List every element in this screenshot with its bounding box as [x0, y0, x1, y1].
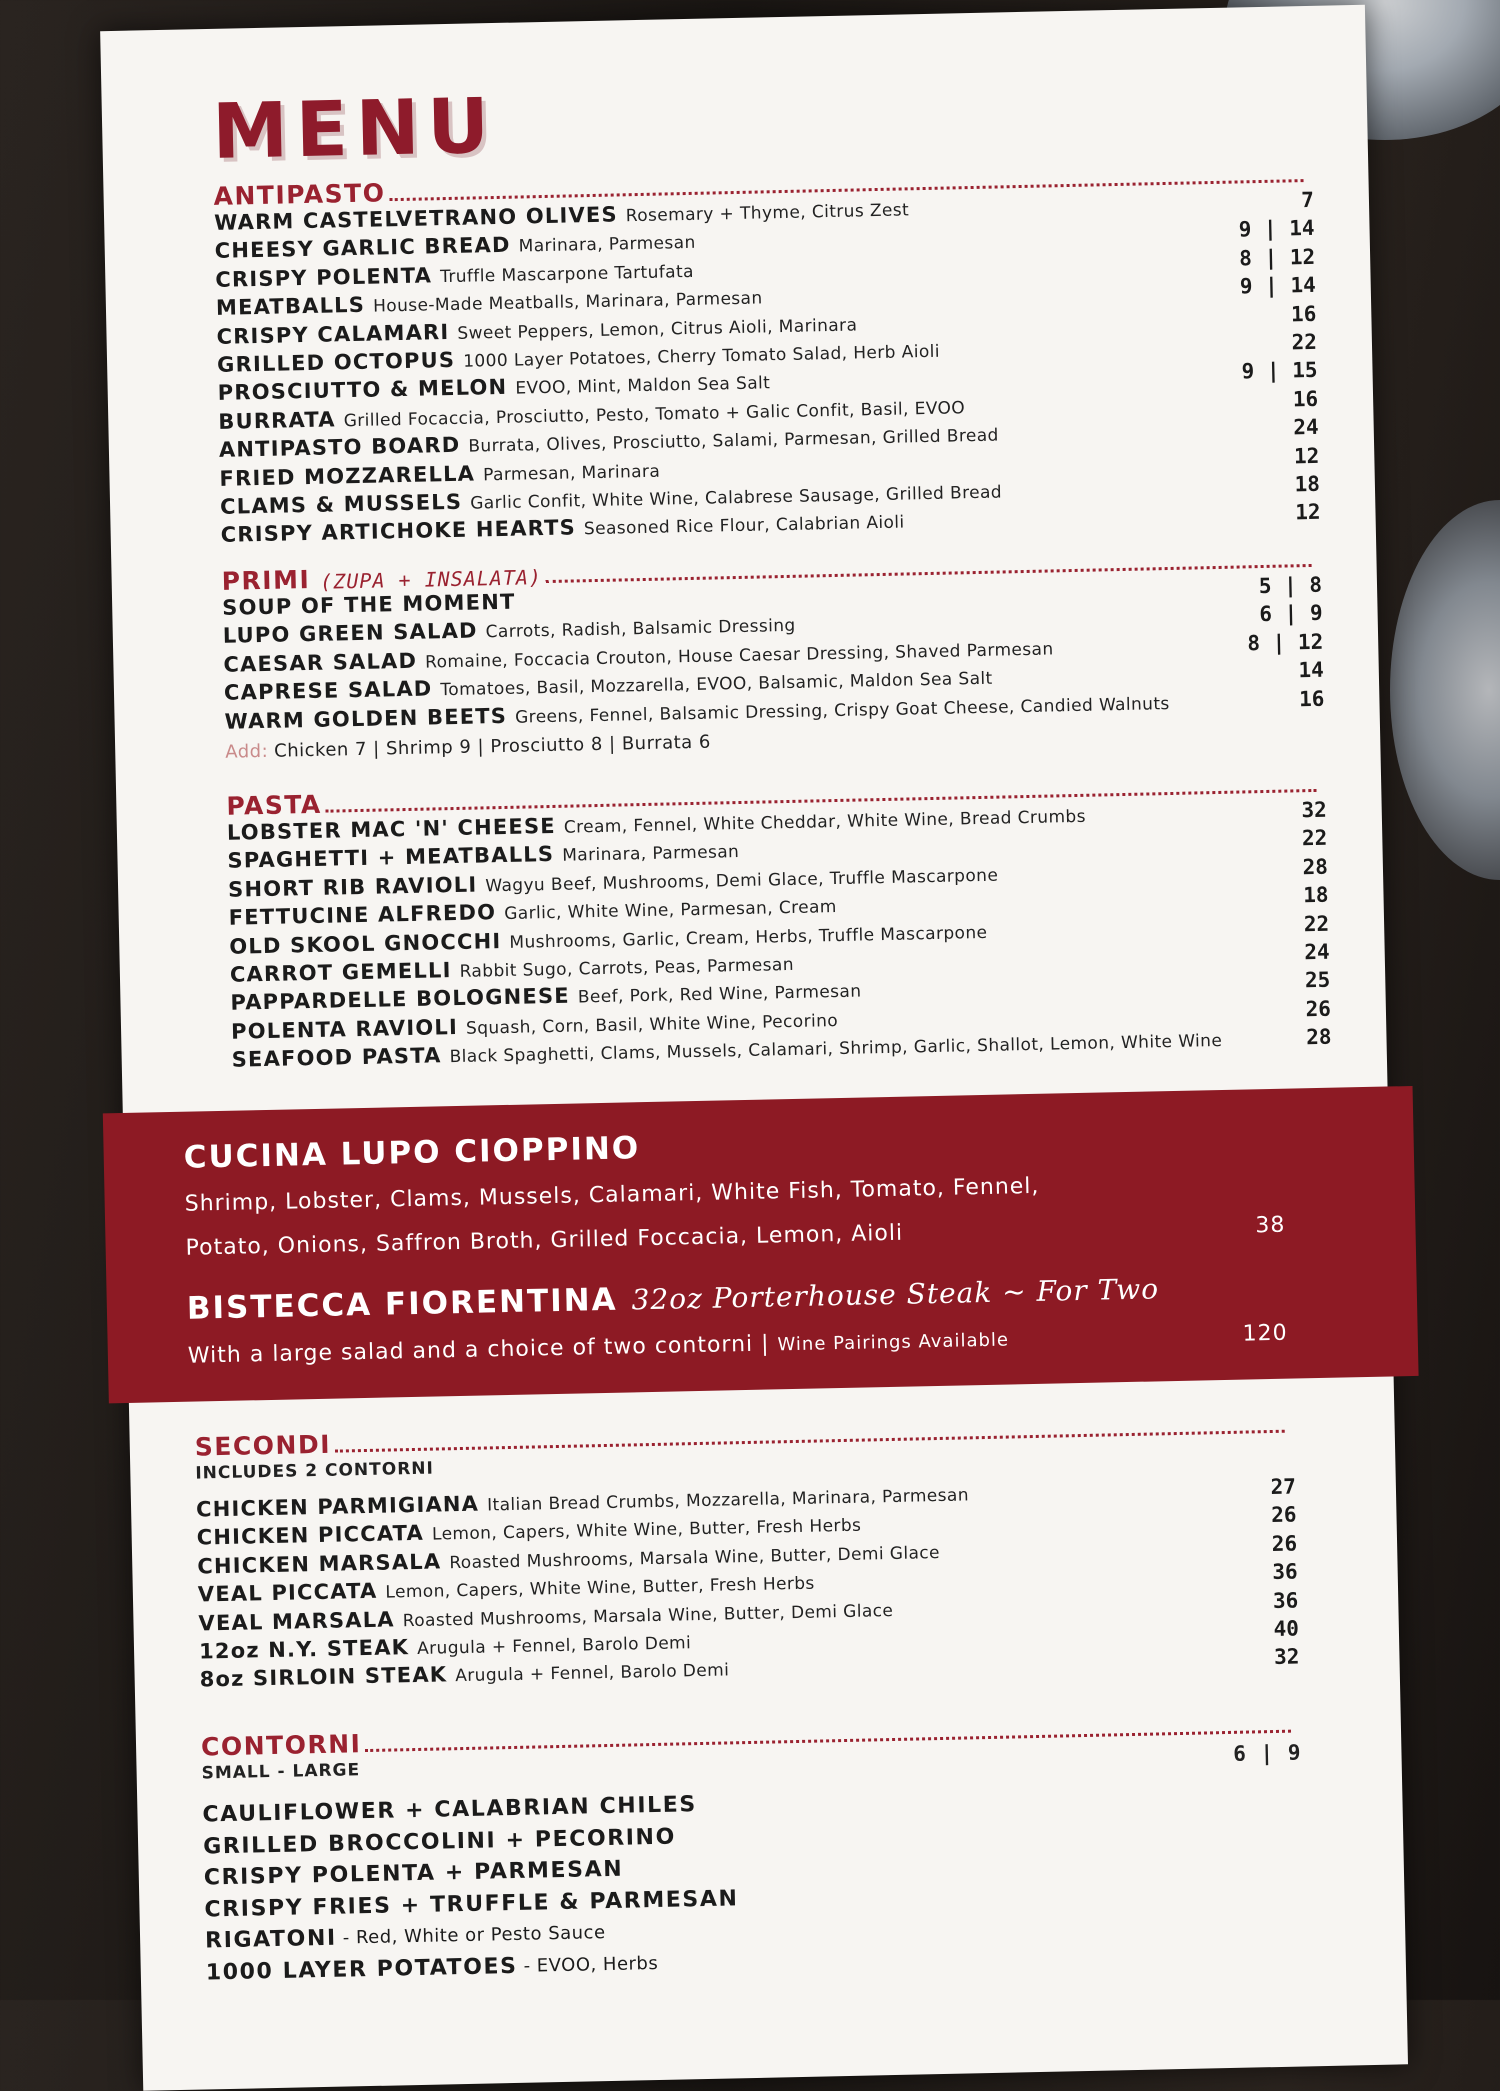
section-heading: PASTA: [226, 766, 1326, 821]
item-name: ANTIPASTO BOARD: [218, 432, 461, 462]
item-name: CHICKEN MARSALA: [197, 1549, 442, 1579]
item-description: Arugula + Fennel, Barolo Demi: [455, 1660, 730, 1687]
item-description: Romaine, Foccacia Crouton, House Caesar Dressing, Shaved Parmesan: [424, 639, 1054, 673]
item-price: 22: [1291, 329, 1318, 355]
item-description: Parmesan, Marinara: [482, 461, 661, 485]
item-name: SHORT RIB RAVIOLI: [227, 872, 478, 902]
item-price: 26: [1270, 1502, 1297, 1528]
item-description: Marinara, Parmesan: [562, 842, 740, 867]
item-description: Mushrooms, Garlic, Cream, Herbs, Truffle Mascarpone: [509, 922, 988, 953]
item-name: SPAGHETTI + MEATBALLS: [227, 842, 555, 874]
item-price: 7: [1301, 187, 1315, 213]
item-description: Black Spaghetti, Clams, Mussels, Calamari, Shrimp, Garlic, Shallot, Lemon, White Wine: [449, 1031, 1223, 1068]
special-name: BISTECCA FIORENTINA: [186, 1281, 618, 1327]
item-price: 24: [1304, 939, 1330, 965]
item-description: Seasoned Rice Flour, Calabrian Aioli: [583, 512, 905, 540]
item-price: 28: [1305, 1024, 1332, 1050]
item-description: Roasted Mushrooms, Marsala Wine, Butter, Demi Glace: [449, 1542, 941, 1574]
item-name: 8oz SIRLOIN STEAK: [199, 1662, 448, 1692]
item-name: LOBSTER MAC 'N' CHEESE: [226, 813, 557, 845]
item-name: CLAMS & MUSSELS: [219, 489, 463, 519]
item-price: 36: [1272, 1588, 1299, 1613]
item-price: 22: [1303, 911, 1330, 936]
special-bistecca: BISTECCA FIORENTINA 32oz Porterhouse Steak ~ For Two With a large salad and a choice of two contorni | Wine Pairings Available 120: [186, 1271, 1288, 1369]
item-name: RIGATONI: [204, 1925, 338, 1954]
item-name: PAPPARDELLE BOLOGNESE: [230, 983, 571, 1016]
item-name: CAPRESE SALAD: [223, 676, 433, 705]
item-description: Lemon, Capers, White Wine, Butter, Fresh Herbs: [385, 1573, 815, 1603]
item-description: Lemon, Capers, White Wine, Butter, Fresh Herbs: [431, 1516, 862, 1546]
item-price: 8 | 12: [1247, 629, 1324, 656]
item-name: MEATBALLS: [215, 292, 366, 321]
add-ons: Add: Chicken 7 | Shrimp 9 | Prosciutto 8 | Burrata 6: [225, 732, 712, 764]
item-name: POLENTA RAVIOLI: [230, 1014, 459, 1044]
item-name: CAESAR SALAD: [223, 648, 418, 677]
item-name: CARROT GEMELLI: [229, 958, 452, 987]
item-name: CRISPY POLENTA + PARMESAN: [203, 1856, 624, 1891]
item-price: 9 | 14: [1238, 216, 1315, 242]
item-description: Cream, Fennel, White Cheddar, White Wine, Bread Crumbs: [563, 806, 1087, 838]
item-name: CHICKEN PICCATA: [196, 1521, 425, 1550]
item-price: 16: [1290, 301, 1317, 326]
item-price: 12: [1294, 500, 1321, 525]
item-description: Italian Bread Crumbs, Mozzarella, Marinara, Parmesan: [486, 1485, 970, 1516]
menu-card: [100, 5, 1408, 2091]
glass-decoration: [1390, 500, 1500, 880]
section-secondi: [194, 1407, 1299, 1697]
item-description: Rabbit Sugo, Carrots, Peas, Parmesan: [459, 954, 795, 982]
item-name: FETTUCINE ALFREDO: [228, 900, 497, 930]
item-name: CHEESY GARLIC BREAD: [214, 233, 511, 264]
item-description: Beef, Pork, Red Wine, Parmesan: [577, 981, 862, 1008]
item-name: VEAL MARSALA: [198, 1606, 395, 1636]
item-name: GRILLED OCTOPUS: [216, 347, 456, 377]
item-price: 16: [1298, 686, 1325, 711]
item-list: [202, 1776, 1306, 1988]
section-heading: CONTORNI: [201, 1706, 1301, 1761]
item-list: [214, 188, 1321, 552]
section-heading: ANTIPASTO: [213, 156, 1313, 211]
item-price: 40: [1273, 1616, 1300, 1641]
item-description: Burrata, Olives, Prosciutto, Salami, Parmesan, Grilled Bread: [468, 425, 999, 457]
item-name: CRISPY ARTICHOKE HEARTS: [220, 515, 577, 548]
menu-title: MENU: [211, 80, 499, 176]
item-price: 18: [1302, 882, 1329, 908]
item-name: WARM GOLDEN BEETS: [224, 703, 508, 734]
item-list: [196, 1475, 1300, 1697]
item-description: - Red, White or Pesto Sauce: [342, 1922, 606, 1949]
item-name: FRIED MOZZARELLA: [219, 461, 476, 491]
section-contorni: [201, 1706, 1306, 1988]
item-price: 6 | 9: [1232, 1740, 1302, 1766]
item-description: 1000 Layer Potatoes, Cherry Tomato Salad, Herb Aioli: [463, 341, 941, 372]
section-note: SMALL - LARGE 6 | 9: [201, 1740, 1302, 1784]
item-name: 1000 LAYER POTATOES: [205, 1953, 518, 1986]
item-price: 6 | 9: [1259, 601, 1323, 627]
item-name: CRISPY CALAMARI: [216, 319, 450, 349]
item-description: House-Made Meatballs, Marinara, Parmesan: [372, 288, 763, 317]
item-name: VEAL PICCATA: [197, 1578, 378, 1607]
special-name: CUCINA LUPO CIOPPINO: [183, 1130, 641, 1176]
item-name: GRILLED BROCCOLINI + PECORINO: [202, 1824, 677, 1860]
item-price: 36: [1272, 1559, 1298, 1585]
item-name: CAULIFLOWER + CALABRIAN CHILES: [202, 1792, 698, 1828]
section-primi: [221, 541, 1325, 768]
item-description: Greens, Fennel, Balsamic Dressing, Crispy Goat Cheese, Candied Walnuts: [514, 693, 1170, 728]
item-name: WARM CASTELVETRANO OLIVES: [213, 202, 618, 235]
item-price: 16: [1292, 386, 1319, 412]
specials-band: [103, 1086, 1419, 1403]
special-price: 120: [1242, 1320, 1288, 1347]
section-heading: PRIMI (ZUPA + INSALATA): [221, 541, 1321, 596]
item-description: Sweet Peppers, Lemon, Citrus Aioli, Marinara: [457, 315, 858, 344]
item-name: LUPO GREEN SALAD: [222, 618, 478, 649]
section-heading: SECONDI: [194, 1407, 1294, 1462]
item-price: 25: [1304, 968, 1331, 993]
item-price: 32: [1301, 797, 1327, 823]
item-description: EVOO, Mint, Maldon Sea Salt: [515, 373, 771, 399]
item-price: 14: [1298, 657, 1325, 683]
item-name: 12oz N.Y. STEAK: [198, 1635, 410, 1664]
section-note: INCLUDES 2 CONTORNI: [195, 1458, 435, 1484]
item-list: [222, 573, 1325, 738]
item-price: 27: [1270, 1474, 1297, 1500]
section-pasta: [226, 766, 1332, 1076]
item-description: Garlic, White Wine, Parmesan, Cream: [504, 897, 837, 925]
item-price: 18: [1294, 471, 1321, 497]
item-price: 22: [1301, 826, 1328, 851]
item-description: - EVOO, Herbs: [523, 1952, 659, 1977]
item-name: OLD SKOOL GNOCCHI: [229, 928, 502, 959]
item-price: 12: [1293, 443, 1320, 468]
item-price: 8 | 12: [1239, 244, 1316, 271]
item-name: CRISPY FRIES + TRUFFLE & PARMESAN: [204, 1886, 739, 1923]
item-name: CHICKEN PARMIGIANA: [195, 1491, 480, 1522]
section-antipasto: [213, 156, 1321, 552]
item-name: PROSCIUTTO & MELON: [217, 375, 508, 406]
item-price: 26: [1305, 996, 1332, 1021]
item-description: Carrots, Radish, Balsamic Dressing: [485, 616, 796, 643]
item-description: Marinara, Parmesan: [518, 233, 696, 257]
item-price: 5 | 8: [1258, 572, 1323, 599]
item-list: [227, 798, 1332, 1076]
item-description: Arugula + Fennel, Barolo Demi: [416, 1633, 692, 1659]
item-description: Truffle Mascarpone Tartufata: [439, 261, 695, 287]
item-description: Wagyu Beef, Mushrooms, Demi Glace, Truffle Mascarpone: [485, 865, 999, 897]
item-description: Grilled Focaccia, Prosciutto, Pesto, Tomato + Galic Confit, Basil, EVOO: [343, 397, 966, 431]
item-price: 32: [1273, 1644, 1300, 1670]
item-name: SEAFOOD PASTA: [231, 1043, 442, 1072]
special-price: 38: [1255, 1212, 1286, 1238]
special-cioppino: CUCINA LUPO CIOPPINO Shrimp, Lobster, Clams, Mussels, Calamari, White Fish, Tomato, Fennel, Potato, Onions, Saffron Broth, Grilled Foccacia, Lemon, Aioli 38: [183, 1130, 1286, 1261]
item-price: 9 | 14: [1239, 273, 1316, 299]
item-price: 24: [1293, 414, 1319, 440]
item-name: SOUP OF THE MOMENT: [221, 589, 516, 620]
item-description: Garlic Confit, White Wine, Calabrese Sausage, Grilled Bread: [470, 482, 1003, 514]
item-price: 9 | 15: [1241, 358, 1318, 384]
item-name: CRISPY POLENTA: [215, 263, 433, 292]
item-description: Tomatoes, Basil, Mozzarella, EVOO, Balsamic, Maldon Sea Salt: [440, 668, 993, 701]
item-price: 28: [1302, 854, 1329, 880]
item-description: Squash, Corn, Basil, White Wine, Pecorino: [465, 1010, 839, 1039]
item-description: Roasted Mushrooms, Marsala Wine, Butter, Demi Glace: [402, 1600, 894, 1631]
item-description: Rosemary + Thyme, Citrus Zest: [625, 200, 910, 227]
item-price: 26: [1271, 1531, 1298, 1556]
item-name: BURRATA: [218, 407, 336, 434]
